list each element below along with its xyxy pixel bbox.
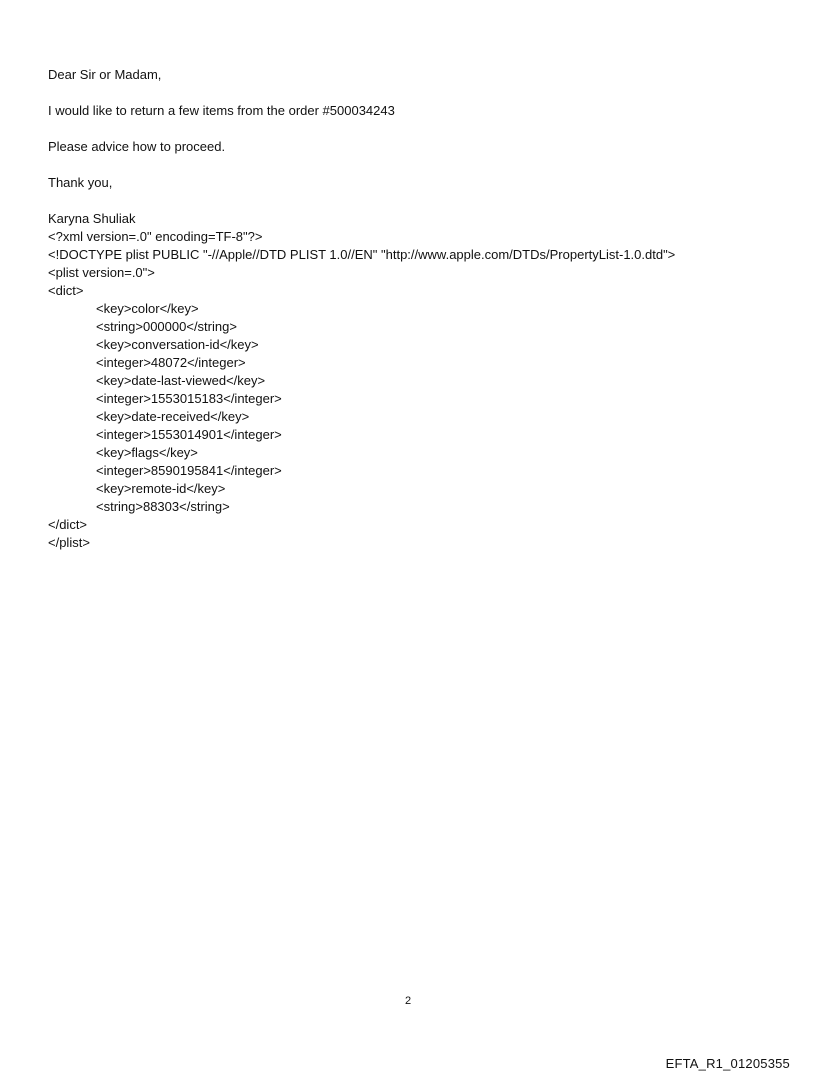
letter-signature: Karyna Shuliak (48, 211, 136, 226)
letter-request: I would like to return a few items from the order #500034243 (48, 103, 395, 118)
letter-closing: Thank you, (48, 175, 113, 190)
plist-open-tag: <plist version=.0"> (48, 265, 155, 280)
plist-entry: <integer>8590195841</integer> (96, 463, 282, 478)
plist-entry: <key>flags</key> (96, 445, 198, 460)
plist-close-tag: </plist> (48, 535, 90, 550)
plist-entry: <key>date-last-viewed</key> (96, 373, 266, 388)
plist-entry: <key>conversation-id</key> (96, 337, 259, 352)
plist-entry: <integer>1553014901</integer> (96, 427, 282, 442)
plist-entry: <string>88303</string> (96, 499, 230, 514)
letter-greeting: Dear Sir or Madam, (48, 67, 162, 82)
plist-xml-declaration: <?xml version=.0" encoding=TF-8"?> (48, 229, 263, 244)
plist-entry: <key>remote-id</key> (96, 481, 226, 496)
page-number: 2 (404, 995, 412, 1007)
plist-dict-close: </dict> (48, 517, 88, 532)
plist-entry: <string>000000</string> (96, 319, 237, 334)
plist-doctype: <!DOCTYPE plist PUBLIC "-//Apple//DTD PLIST 1.0//EN" "http://www.apple.com/DTDs/PropertyList-1.0.dtd"> (48, 247, 676, 262)
plist-dict-open: <dict> (48, 283, 84, 298)
plist-entry: <integer>48072</integer> (96, 355, 246, 370)
plist-entry: <key>date-received</key> (96, 409, 250, 424)
bates-stamp: EFTA_R1_01205355 (665, 1056, 790, 1071)
plist-entry: <integer>1553015183</integer> (96, 391, 282, 406)
plist-entry: <key>color</key> (96, 301, 199, 316)
letter-instruction: Please advice how to proceed. (48, 139, 226, 154)
